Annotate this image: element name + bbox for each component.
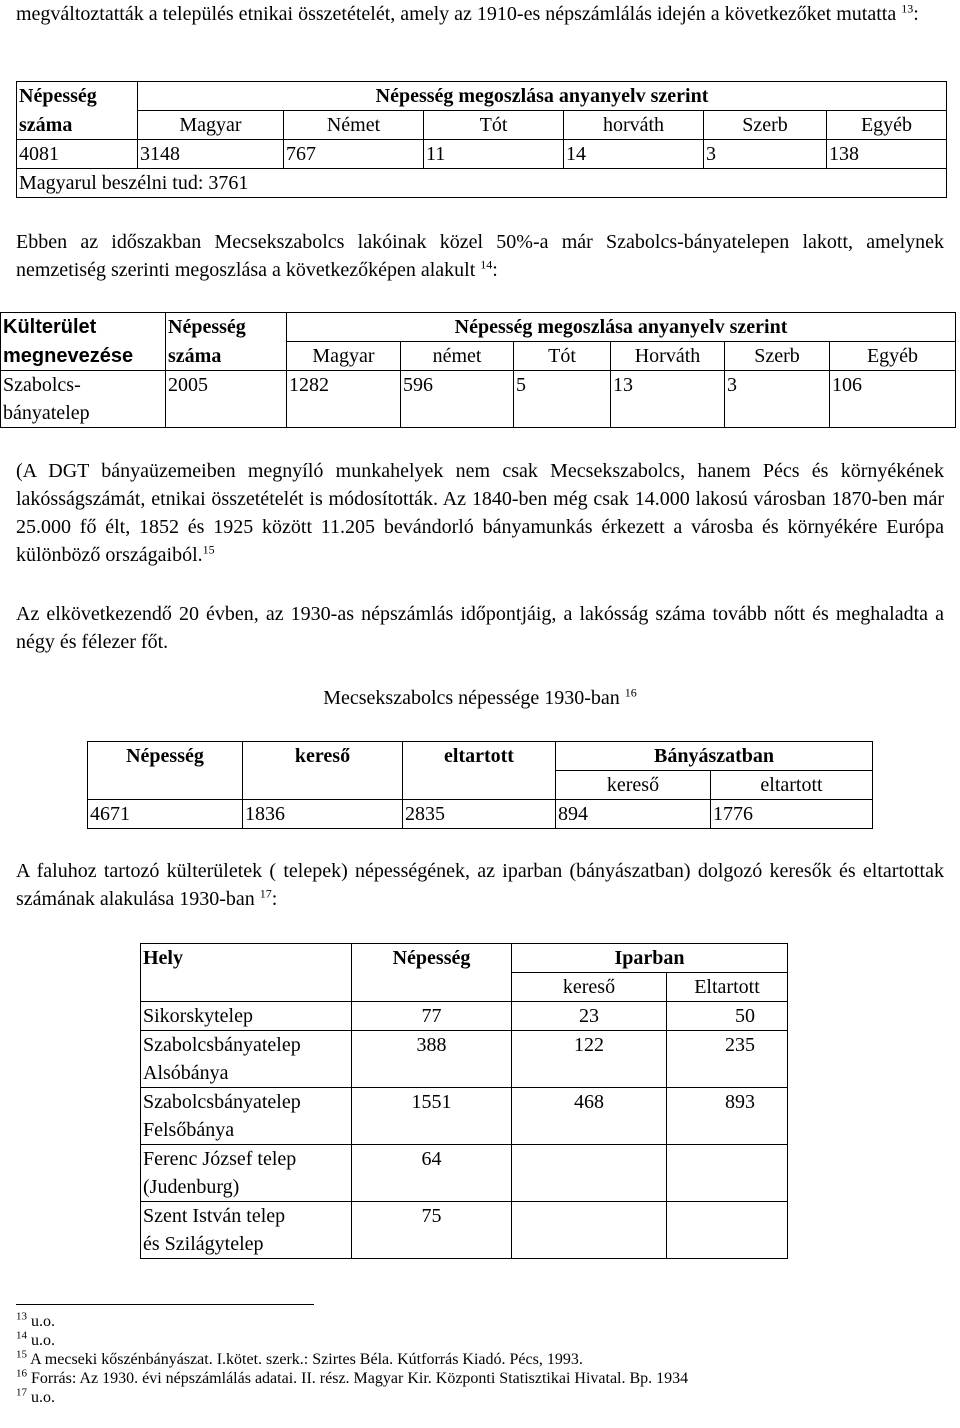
header-dependent: eltartott <box>403 742 556 800</box>
footnote-ref: 17 <box>259 886 272 901</box>
table-title: Mecsekszabolcs népessége 1930-ban $^{16}$ <box>323 685 637 709</box>
table-row <box>141 1145 788 1202</box>
table-1930-population <box>87 741 873 829</box>
header-lang: Horváth <box>611 342 725 371</box>
table-header-row <box>1 313 956 342</box>
header-place: Hely <box>141 944 352 1002</box>
table-row <box>88 800 873 829</box>
header-lang: Tót <box>514 342 611 371</box>
paragraph: Az elkövetkezendő 20 évben, az 1930-as népszámlás időpontjáig, a lakósság száma tovább nőtt és meghaladta a négy és félezer főt. <box>16 603 944 653</box>
header-lang: Német <box>284 111 424 140</box>
header-lang: Tót <box>424 111 564 140</box>
header-lang: német <box>401 342 514 371</box>
cell-value: 894 <box>556 800 711 829</box>
cell-place: Ferenc József telep (Judenburg) <box>141 1145 352 1202</box>
footnote: $^{15}$ A mecseki kőszénbányászat. I.kötet. szerk.: Szirtes Béla. Kútforrás Kiadó. Pécs, 1993. <box>16 1348 583 1368</box>
header-sub-dependent: eltartott <box>711 771 873 800</box>
cell-value: 1282 <box>287 371 401 428</box>
footnote: $^{14}$ u.o. <box>16 1329 55 1349</box>
cell-earner <box>512 1202 667 1259</box>
cell-pop: 2005 <box>166 371 287 428</box>
header-lang: Szerb <box>704 111 827 140</box>
cell-value: 767 <box>284 140 424 169</box>
cell-pop: 1551 <box>352 1088 512 1145</box>
cell-value: 3148 <box>138 140 284 169</box>
cell-value: 1776 <box>711 800 873 829</box>
header-sub-earner: kereső <box>512 973 667 1002</box>
header-industry: Iparban <box>512 944 788 973</box>
table-header-row <box>17 82 947 111</box>
table-1910-language <box>16 81 947 198</box>
header-distribution: Népesség megoszlása anyanyelv szerint <box>138 82 947 111</box>
footnote-ref: 16 <box>624 685 637 700</box>
cell-place: Sikorskytelep <box>141 1002 352 1031</box>
table-row <box>141 1002 788 1031</box>
cell-earner: 23 <box>512 1002 667 1031</box>
header-lang: horváth <box>564 111 704 140</box>
cell-dependent <box>667 1202 788 1259</box>
footnote-ref: 13 <box>901 1 914 16</box>
table-header-row <box>1 342 956 371</box>
table-row <box>17 140 947 169</box>
cell-value: 138 <box>827 140 947 169</box>
header-population: Népesség <box>352 944 512 1002</box>
header-area-2: megnevezése <box>1 342 166 371</box>
header-lang: Szerb <box>725 342 830 371</box>
table-row <box>141 1031 788 1088</box>
header-distribution: Népesség megoszlása anyanyelv szerint <box>287 313 956 342</box>
paragraph: Ebben az időszakban Mecsekszabolcs lakóinak közel 50%-a már Szabolcs-bányatelepen lakott, amelynek nemzetiség szerinti megoszlása a következőképen alakult $^{14}$: <box>16 231 944 281</box>
cell-area: Szabolcs- bányatelep <box>1 371 166 428</box>
header-population: Népesség <box>88 742 243 800</box>
cell-earner <box>512 1145 667 1202</box>
table-row <box>17 169 947 198</box>
header-population-2: száma <box>17 111 138 140</box>
cell-value: 14 <box>564 140 704 169</box>
cell-dependent: 235 <box>667 1031 788 1088</box>
table-szabolcs-bányatelep <box>0 312 956 428</box>
header-sub-dependent: Eltartott <box>667 973 788 1002</box>
header-population-2: száma <box>166 342 287 371</box>
cell-place: Szabolcsbányatelep Felsőbánya <box>141 1088 352 1145</box>
cell-dependent <box>667 1145 788 1202</box>
cell-pop: 75 <box>352 1202 512 1259</box>
cell-earner: 468 <box>512 1088 667 1145</box>
header-lang: Magyar <box>138 111 284 140</box>
table-row <box>141 1202 788 1259</box>
cell-value: 596 <box>401 371 514 428</box>
table-outskirts-1930 <box>140 943 788 1259</box>
header-population: Népesség <box>166 313 287 342</box>
cell-pop: 77 <box>352 1002 512 1031</box>
header-lang: Egyéb <box>827 111 947 140</box>
cell-value: 4671 <box>88 800 243 829</box>
table-row <box>1 371 956 428</box>
footnote: $^{13}$ u.o. <box>16 1310 55 1330</box>
cell-value: 3 <box>704 140 827 169</box>
cell-hungarian-speakers: Magyarul beszélni tud: 3761 <box>17 169 947 198</box>
cell-earner: 122 <box>512 1031 667 1088</box>
table-header-row <box>17 111 947 140</box>
cell-pop: 388 <box>352 1031 512 1088</box>
paragraph: (A DGT bányaüzemeiben megnyíló munkahelyek nem csak Mecsekszabolcs, hanem Pécs és környékének lakósságszámát, etnikai összetételét is módosították. Az 1840-ben még csak 14.000 lakosú városban 1870-ben már 25.000 fő élt, 1852 és 1925 között 11.205 bevándorló bányamunkás érkezett a városba és környékére Európa különböző országaiból.$^{15}$ <box>16 460 944 566</box>
paragraph: A faluhoz tartozó külterületek ( telepek) népességének, az iparban (bányászatban) dolgozó keresők és eltartottak számának alakulása 1930-ban $^{17}$: <box>16 860 944 910</box>
header-mining: Bányászatban <box>556 742 873 771</box>
cell-total: 4081 <box>17 140 138 169</box>
header-area: Külterület <box>1 313 166 342</box>
cell-dependent: 893 <box>667 1088 788 1145</box>
footnote: $^{16}$ Forrás: Az 1930. évi népszámlálás adatai. II. rész. Magyar Kir. Központi Statisztikai Hivatal. Bp. 1934 <box>16 1367 689 1387</box>
header-population: Népesség <box>17 82 138 111</box>
cell-value: 106 <box>830 371 956 428</box>
footnotes <box>16 1312 944 1407</box>
cell-value: 11 <box>424 140 564 169</box>
footnote-ref: 15 <box>202 542 215 557</box>
cell-pop: 64 <box>352 1145 512 1202</box>
header-earner: kereső <box>243 742 403 800</box>
table-header-row <box>88 742 873 771</box>
table-header-row <box>141 944 788 973</box>
cell-place: Szabolcsbányatelep Alsóbánya <box>141 1031 352 1088</box>
table-row <box>141 1088 788 1145</box>
footnote: $^{17}$ u.o. <box>16 1386 55 1406</box>
cell-value: 1836 <box>243 800 403 829</box>
cell-value: 3 <box>725 371 830 428</box>
header-lang: Egyéb <box>830 342 956 371</box>
cell-value: 5 <box>514 371 611 428</box>
intro-paragraph: megváltoztatták a település etnikai összetételét, amely az 1910-es népszámlálás idején a következőket mutatta $^{13}$: <box>16 1 919 25</box>
footnote-ref: 14 <box>480 257 493 272</box>
header-sub-earner: kereső <box>556 771 711 800</box>
cell-dependent: 50 <box>667 1002 788 1031</box>
cell-value: 2835 <box>403 800 556 829</box>
cell-place: Szent István telep és Szilágytelep <box>141 1202 352 1259</box>
footnote-rule <box>16 1304 314 1305</box>
header-lang: Magyar <box>287 342 401 371</box>
cell-value: 13 <box>611 371 725 428</box>
